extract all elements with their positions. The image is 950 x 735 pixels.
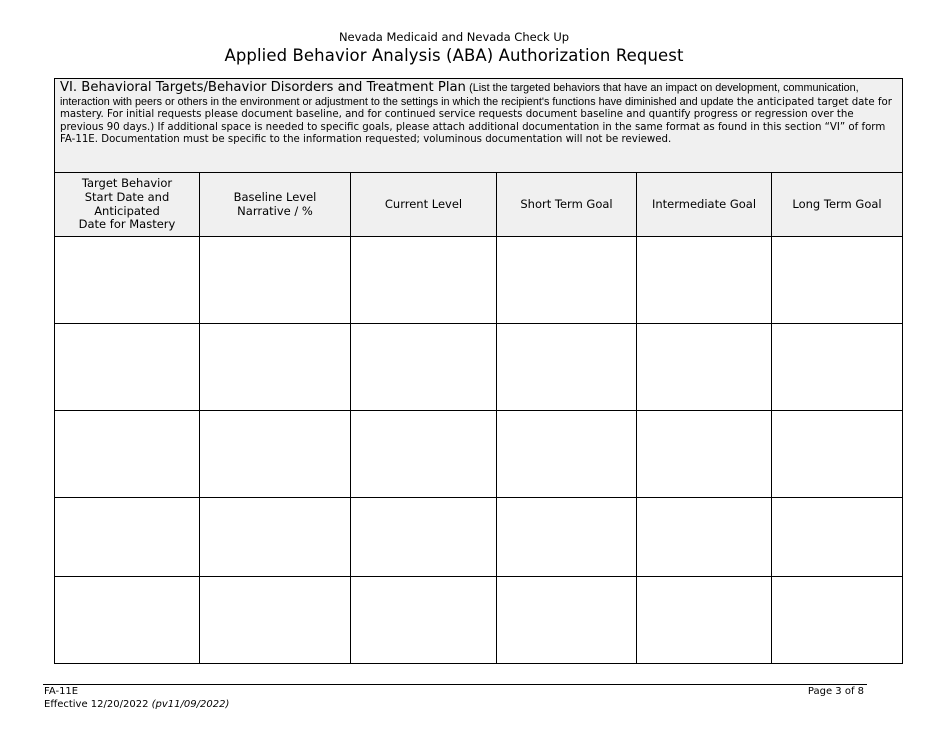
section-instructions-a: (List the targeted behaviors that have an impact on development, communication, interaction with peers or others in the environment or adjustment to the settings in which the recipient's functions have diminished and update <box>60 82 859 108</box>
target-behavior-cell[interactable] <box>55 237 200 324</box>
col-long-term-goal <box>772 173 903 237</box>
current-level-cell[interactable] <box>351 237 497 324</box>
col-short-term-goal <box>497 173 637 237</box>
current-level-cell[interactable] <box>351 411 497 498</box>
col-baseline-level-line: Baseline Level <box>233 189 317 204</box>
col-intermediate-goal-line: Intermediate Goal <box>651 196 757 211</box>
long-term-goal-cell[interactable] <box>772 498 903 577</box>
current-level-cell[interactable] <box>351 324 497 411</box>
footer-form-info <box>44 686 229 711</box>
col-baseline-level <box>200 173 351 237</box>
baseline-level-cell[interactable] <box>200 577 351 664</box>
short-term-goal-cell[interactable] <box>497 577 637 664</box>
intermediate-goal-cell[interactable] <box>637 577 772 664</box>
long-term-goal-cell[interactable] <box>772 237 903 324</box>
agency-name: Nevada Medicaid and Nevada Check Up <box>338 30 570 44</box>
col-long-term-goal-line: Long Term Goal <box>792 196 882 211</box>
col-current-level <box>351 173 497 237</box>
section-header <box>55 79 903 173</box>
baseline-level-cell[interactable] <box>200 324 351 411</box>
target-behavior-cell[interactable] <box>55 498 200 577</box>
current-level-cell[interactable] <box>351 498 497 577</box>
target-behavior-cell[interactable] <box>55 324 200 411</box>
treatment-plan-table <box>54 78 903 664</box>
long-term-goal-cell[interactable] <box>772 577 903 664</box>
short-term-goal-cell[interactable] <box>497 237 637 324</box>
footer-previous-version: (pv11/09/2022) <box>151 698 230 710</box>
intermediate-goal-cell[interactable] <box>637 498 772 577</box>
col-target-behavior-line: Target Behavior <box>81 175 173 190</box>
target-behavior-cell[interactable] <box>55 577 200 664</box>
table-row <box>55 324 903 411</box>
table-row <box>55 498 903 577</box>
short-term-goal-cell[interactable] <box>497 324 637 411</box>
section-title: VI. Behavioral Targets/Behavior Disorders and Treatment Plan <box>60 80 466 95</box>
footer-effective-date: Effective 12/20/2022 <box>44 698 149 710</box>
col-current-level-line: Current Level <box>384 196 463 211</box>
section-header-row <box>55 79 903 173</box>
col-target-behavior-line: Date for Mastery <box>78 217 176 232</box>
target-behavior-cell[interactable] <box>55 411 200 498</box>
footer-form-id: FA-11E <box>44 686 79 697</box>
footer-effective-line <box>44 699 229 712</box>
short-term-goal-cell[interactable] <box>497 411 637 498</box>
col-target-behavior <box>55 173 200 237</box>
table-row <box>55 411 903 498</box>
baseline-level-cell[interactable] <box>200 237 351 324</box>
short-term-goal-cell[interactable] <box>497 498 637 577</box>
column-header-row <box>55 173 903 237</box>
long-term-goal-cell[interactable] <box>772 411 903 498</box>
intermediate-goal-cell[interactable] <box>637 237 772 324</box>
long-term-goal-cell[interactable] <box>772 324 903 411</box>
baseline-level-cell[interactable] <box>200 411 351 498</box>
section-instructions-b: the anticipated target date for mastery. For initial requests please document baseline, and for continued service requests document baseline and quantify progress or regression over the previous 90 days.) If additional space is needed to specific goals, please attach additional documentation in the same format as found in this section “VI” of form FA-11E. Documentation must be specific to the information requested; voluminous documentation will not be reviewed. <box>60 96 892 146</box>
baseline-level-cell[interactable] <box>200 498 351 577</box>
table-row <box>55 237 903 324</box>
col-baseline-level-line: Narrative / % <box>237 203 313 218</box>
current-level-cell[interactable] <box>351 577 497 664</box>
intermediate-goal-cell[interactable] <box>637 411 772 498</box>
col-intermediate-goal <box>637 173 772 237</box>
intermediate-goal-cell[interactable] <box>637 324 772 411</box>
page-number: Page 3 of 8 <box>807 686 864 697</box>
form-title: Applied Behavior Analysis (ABA) Authorization Request <box>224 46 684 65</box>
col-short-term-goal-line: Short Term Goal <box>520 196 613 211</box>
table-row <box>55 577 903 664</box>
footer-divider <box>43 684 867 685</box>
col-target-behavior-line: Anticipated <box>94 203 160 218</box>
col-target-behavior-line: Start Date and <box>84 189 170 204</box>
